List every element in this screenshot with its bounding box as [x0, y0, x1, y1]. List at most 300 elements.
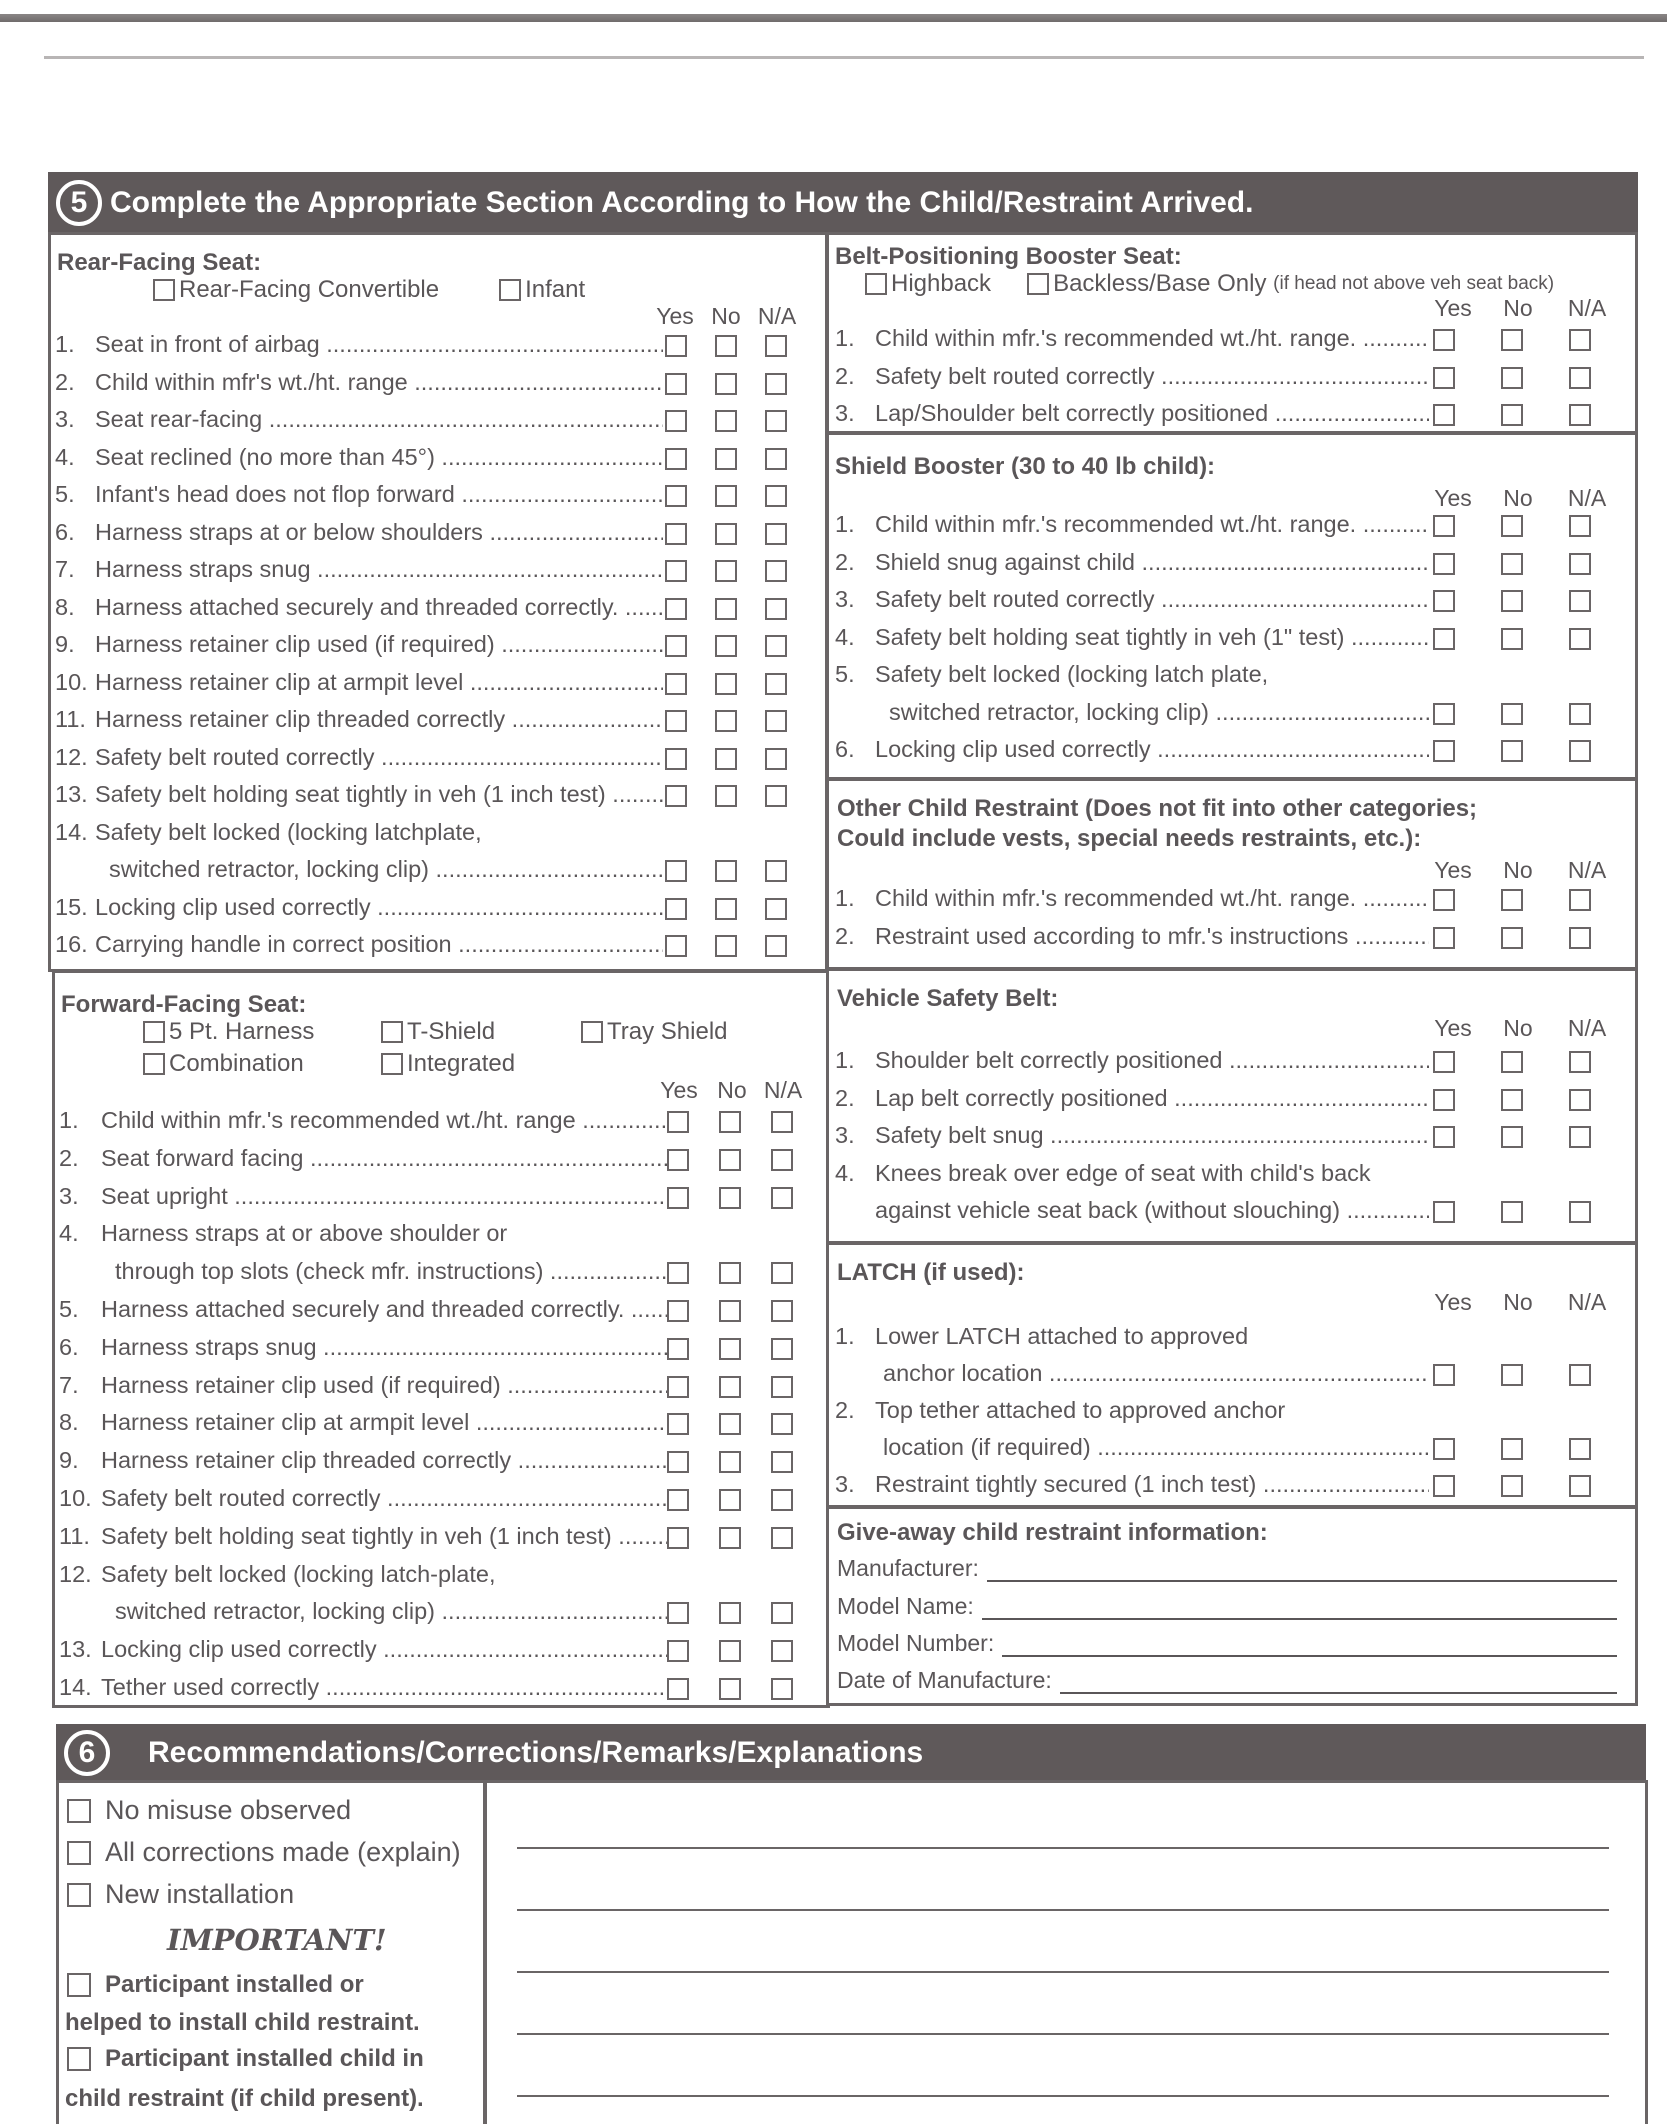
rear-facing-title: Rear-Facing Seat:	[57, 249, 262, 276]
na-checkbox[interactable]	[1569, 590, 1591, 612]
no-checkbox[interactable]	[1501, 927, 1523, 949]
no-checkbox[interactable]	[715, 523, 737, 545]
item-label: switched retractor, locking clip) .....	[109, 854, 663, 884]
item-label: Safety belt holding seat tightly in veh (1 inch test) .....	[101, 1521, 667, 1551]
yes-checkbox[interactable]	[1433, 1201, 1455, 1223]
no-checkbox[interactable]	[1501, 404, 1523, 426]
yes-checkbox[interactable]	[1433, 1051, 1455, 1073]
na-checkbox[interactable]	[1569, 1201, 1591, 1223]
section-number-badge: 6	[64, 1730, 110, 1776]
vehicle-safety-belt-section	[826, 968, 1638, 1244]
column-headers: Yes No N/A	[1434, 1015, 1607, 1041]
no-checkbox[interactable]	[1501, 553, 1523, 575]
item-label: Harness retainer clip threaded correctly .....	[95, 704, 663, 734]
item-label: Safety belt locked (locking latchplate,	[95, 818, 482, 845]
no-checkbox[interactable]	[715, 935, 737, 957]
no-checkbox[interactable]	[1501, 1089, 1523, 1111]
na-checkbox[interactable]	[1569, 515, 1591, 537]
yes-checkbox[interactable]	[1433, 329, 1455, 351]
item-number: 12.	[59, 1560, 92, 1587]
no-checkbox[interactable]	[1501, 1475, 1523, 1497]
na-checkbox[interactable]	[765, 448, 787, 470]
yes-no-na-checkboxes	[1433, 329, 1591, 351]
item-number: 11.	[55, 706, 86, 732]
no-checkbox[interactable]	[1501, 1201, 1523, 1223]
na-checkbox[interactable]	[771, 1527, 793, 1549]
na-checkbox[interactable]	[765, 785, 787, 807]
item-label: Child within mfr.'s recommended wt./ht. range. .....	[875, 323, 1429, 353]
other-restraint-subtitle: Could include vests, special needs restraints, etc.):	[837, 825, 1422, 852]
na-checkbox[interactable]	[771, 1602, 793, 1624]
yes-checkbox[interactable]	[665, 448, 687, 470]
na-checkbox[interactable]	[1569, 1364, 1591, 1386]
na-checkbox[interactable]	[765, 898, 787, 920]
yes-no-na-checkboxes	[1433, 628, 1591, 650]
item-label: Top tether attached to approved anchor	[875, 1397, 1286, 1423]
na-checkbox[interactable]	[1569, 1438, 1591, 1460]
item-label: Tether used correctly .....	[101, 1672, 667, 1702]
checklist-item-continued	[875, 1195, 1429, 1225]
item-label: Restraint tightly secured (1 inch test) .....	[875, 1469, 1429, 1499]
item-label: against vehicle seat back (without slouching) .....	[875, 1195, 1429, 1225]
yes-checkbox[interactable]	[1433, 628, 1455, 650]
checklist-item	[59, 1181, 667, 1211]
item-number: 15.	[55, 893, 88, 920]
scan-rule	[44, 56, 1644, 59]
no-checkbox[interactable]	[715, 898, 737, 920]
no-checkbox[interactable]	[715, 448, 737, 470]
integrated-option[interactable]: Integrated	[381, 1049, 515, 1079]
no-checkbox[interactable]	[715, 635, 737, 657]
yes-checkbox[interactable]	[665, 523, 687, 545]
no-checkbox[interactable]	[1501, 515, 1523, 537]
yes-no-na-checkboxes	[665, 560, 787, 582]
na-checkbox[interactable]	[1569, 740, 1591, 762]
column-headers: Yes No N/A	[1434, 1289, 1607, 1315]
yes-checkbox[interactable]	[667, 1451, 689, 1473]
yes-checkbox[interactable]	[665, 410, 687, 432]
yes-checkbox[interactable]	[665, 673, 687, 695]
na-checkbox[interactable]	[1569, 889, 1591, 911]
model-name-field[interactable]: Model Name:	[837, 1593, 1617, 1620]
item-label: location (if required) .....	[883, 1432, 1429, 1462]
no-checkbox[interactable]	[719, 1489, 741, 1511]
item-label: Lower LATCH attached to approved	[875, 1323, 1249, 1349]
manufacturer-field[interactable]: Manufacturer:	[837, 1555, 1617, 1582]
checklist-item	[55, 817, 482, 847]
checklist-item	[55, 592, 663, 622]
no-checkbox[interactable]	[715, 410, 737, 432]
no-checkbox[interactable]	[715, 560, 737, 582]
yes-checkbox[interactable]	[667, 1338, 689, 1360]
na-checkbox[interactable]	[765, 373, 787, 395]
item-label: Lap belt correctly positioned .....	[875, 1083, 1429, 1113]
na-checkbox[interactable]	[1569, 1126, 1591, 1148]
yes-checkbox[interactable]	[665, 898, 687, 920]
date-of-manufacture-field[interactable]: Date of Manufacture:	[837, 1667, 1617, 1694]
no-checkbox[interactable]	[1501, 367, 1523, 389]
yes-checkbox[interactable]	[665, 560, 687, 582]
na-checkbox[interactable]	[771, 1149, 793, 1171]
yes-checkbox[interactable]	[665, 748, 687, 770]
checklist-item	[59, 1445, 667, 1475]
checklist-item	[59, 1521, 667, 1551]
na-checkbox[interactable]	[771, 1413, 793, 1435]
item-number: 14.	[55, 818, 88, 845]
na-checkbox[interactable]	[771, 1300, 793, 1322]
item-number: 3.	[835, 1122, 855, 1148]
column-headers: Yes No N/A	[1434, 295, 1607, 321]
no-checkbox[interactable]	[1501, 590, 1523, 612]
na-checkbox[interactable]	[771, 1678, 793, 1700]
checklist-item	[59, 1105, 667, 1135]
yes-no-na-checkboxes	[667, 1678, 793, 1700]
yes-no-na-checkboxes	[667, 1149, 793, 1171]
t-shield-option[interactable]: T-Shield	[381, 1017, 571, 1047]
yes-checkbox[interactable]	[667, 1262, 689, 1284]
checklist-item	[59, 1370, 667, 1400]
backless-option[interactable]: Backless/Base Only (if head not above veh seat back)	[1027, 269, 1554, 299]
yes-checkbox[interactable]	[1433, 703, 1455, 725]
na-checkbox[interactable]	[1569, 553, 1591, 575]
checklist-item	[835, 509, 1429, 539]
na-checkbox[interactable]	[765, 710, 787, 732]
item-number: 3.	[55, 406, 75, 432]
na-checkbox[interactable]	[765, 598, 787, 620]
item-number: 1.	[835, 325, 855, 351]
5pt-harness-option[interactable]: 5 Pt. Harness	[143, 1017, 371, 1047]
no-checkbox[interactable]	[719, 1376, 741, 1398]
yes-checkbox[interactable]	[665, 935, 687, 957]
na-checkbox[interactable]	[765, 485, 787, 507]
no-checkbox[interactable]	[719, 1413, 741, 1435]
no-checkbox[interactable]	[715, 485, 737, 507]
yes-checkbox[interactable]	[665, 335, 687, 357]
item-label: Safety belt holding seat tightly in veh (1" test) .....	[875, 622, 1429, 652]
column-headers: Yes No N/A	[656, 303, 797, 329]
yes-no-na-checkboxes	[665, 710, 787, 732]
yes-checkbox[interactable]	[667, 1413, 689, 1435]
yes-checkbox[interactable]	[667, 1300, 689, 1322]
no-checkbox[interactable]	[719, 1602, 741, 1624]
item-number: 3.	[59, 1182, 79, 1209]
item-number: 1.	[835, 511, 855, 537]
no-checkbox[interactable]	[715, 860, 737, 882]
item-number: 3.	[835, 586, 855, 612]
yes-checkbox[interactable]	[667, 1149, 689, 1171]
na-checkbox[interactable]	[765, 748, 787, 770]
rear-facing-convertible-option[interactable]: Rear-Facing Convertible	[153, 275, 439, 305]
yes-checkbox[interactable]	[1433, 1089, 1455, 1111]
item-label: Locking clip used correctly .....	[875, 734, 1429, 764]
checkbox[interactable]	[499, 279, 521, 301]
item-label: Safety belt routed correctly .....	[875, 584, 1429, 614]
checklist-item	[59, 1143, 667, 1173]
yes-no-na-checkboxes	[1433, 927, 1591, 949]
giveaway-title: Give-away child restraint information:	[837, 1519, 1268, 1546]
latch-title: LATCH (if used):	[837, 1259, 1025, 1286]
scan-edge	[0, 14, 1667, 22]
yes-checkbox[interactable]	[667, 1187, 689, 1209]
no-checkbox[interactable]	[1501, 628, 1523, 650]
checklist-item	[55, 667, 663, 697]
yes-checkbox[interactable]	[1433, 927, 1455, 949]
forward-facing-title: Forward-Facing Seat:	[61, 991, 307, 1018]
yes-no-na-checkboxes	[1433, 1201, 1591, 1223]
na-checkbox[interactable]	[765, 635, 787, 657]
item-number: 4.	[59, 1220, 79, 1247]
item-label: Locking clip used correctly .....	[101, 1634, 667, 1664]
checklist-item	[55, 404, 663, 434]
yes-no-na-checkboxes	[1433, 590, 1591, 612]
na-checkbox[interactable]	[771, 1489, 793, 1511]
checklist-item	[835, 547, 1429, 577]
item-number: 14.	[59, 1674, 92, 1700]
item-label: Child within mfr.'s recommended wt./ht. range. .....	[875, 883, 1429, 913]
no-checkbox[interactable]	[719, 1300, 741, 1322]
no-checkbox[interactable]	[1501, 1051, 1523, 1073]
checklist-item	[55, 742, 663, 772]
yes-checkbox[interactable]	[1433, 1475, 1455, 1497]
yes-no-na-checkboxes	[665, 860, 787, 882]
section-6-header	[56, 1724, 1646, 1782]
checklist-item	[835, 734, 1429, 764]
yes-no-na-checkboxes	[665, 673, 787, 695]
na-checkbox[interactable]	[765, 523, 787, 545]
no-checkbox[interactable]	[1501, 1438, 1523, 1460]
item-number: 2.	[835, 548, 855, 575]
yes-checkbox[interactable]	[665, 785, 687, 807]
no-checkbox[interactable]	[715, 785, 737, 807]
yes-checkbox[interactable]	[665, 635, 687, 657]
yes-checkbox[interactable]	[667, 1602, 689, 1624]
no-checkbox[interactable]	[719, 1187, 741, 1209]
remark-line[interactable]	[517, 2033, 1609, 2035]
yes-no-na-checkboxes	[665, 635, 787, 657]
yes-checkbox[interactable]	[1433, 553, 1455, 575]
item-label: Infant's head does not flop forward .....	[95, 479, 663, 509]
no-checkbox[interactable]	[719, 1262, 741, 1284]
item-number: 6.	[835, 736, 855, 762]
checklist-item	[55, 779, 663, 809]
other-restraint-section	[826, 778, 1638, 970]
section-number-badge: 5	[56, 180, 102, 226]
na-checkbox[interactable]	[765, 860, 787, 882]
yes-no-na-checkboxes	[1433, 367, 1591, 389]
remark-line[interactable]	[517, 2095, 1609, 2097]
na-checkbox[interactable]	[1569, 367, 1591, 389]
infant-option[interactable]: Infant	[499, 275, 585, 305]
yes-checkbox[interactable]	[667, 1527, 689, 1549]
item-number: 1.	[55, 331, 75, 357]
item-number: 7.	[55, 556, 75, 582]
all-corrections-option[interactable]: All corrections made (explain)	[67, 1837, 461, 1868]
item-number: 7.	[59, 1371, 79, 1398]
no-checkbox[interactable]	[1501, 703, 1523, 725]
yes-checkbox[interactable]	[1433, 1364, 1455, 1386]
na-checkbox[interactable]	[765, 560, 787, 582]
yes-checkbox[interactable]	[667, 1111, 689, 1133]
remarks-area[interactable]	[484, 1780, 1648, 2124]
na-checkbox[interactable]	[771, 1338, 793, 1360]
na-checkbox[interactable]	[765, 335, 787, 357]
na-checkbox[interactable]	[771, 1640, 793, 1662]
forward-facing-section	[52, 970, 830, 1708]
na-checkbox[interactable]	[771, 1262, 793, 1284]
item-label: Harness attached securely and threaded correctly. .....	[95, 592, 663, 622]
remark-line[interactable]	[517, 1971, 1609, 1973]
yes-checkbox[interactable]	[1433, 1126, 1455, 1148]
no-checkbox[interactable]	[719, 1451, 741, 1473]
yes-checkbox[interactable]	[667, 1678, 689, 1700]
yes-no-na-checkboxes	[667, 1413, 793, 1435]
participant-installed-child-option[interactable]: Participant installed child in	[67, 2045, 424, 2073]
item-number: 10.	[59, 1485, 92, 1511]
yes-checkbox[interactable]	[1433, 740, 1455, 762]
item-label: Seat rear-facing .....	[95, 404, 663, 434]
item-label: Seat in front of airbag .....	[95, 329, 663, 359]
na-checkbox[interactable]	[1569, 703, 1591, 725]
no-checkbox[interactable]	[719, 1640, 741, 1662]
checklist-item	[59, 1559, 496, 1589]
yes-checkbox[interactable]	[665, 598, 687, 620]
item-label: Safety belt snug .....	[875, 1120, 1429, 1150]
item-label: Harness retainer clip threaded correctly .....	[101, 1445, 667, 1475]
item-label: Harness straps snug .....	[95, 554, 663, 584]
no-checkbox[interactable]	[715, 710, 737, 732]
yes-no-na-checkboxes	[665, 410, 787, 432]
no-checkbox[interactable]	[1501, 889, 1523, 911]
yes-checkbox[interactable]	[667, 1376, 689, 1398]
no-checkbox[interactable]	[715, 373, 737, 395]
yes-checkbox[interactable]	[1433, 367, 1455, 389]
model-number-field[interactable]: Model Number:	[837, 1630, 1617, 1657]
item-label: Lap/Shoulder belt correctly positioned .....	[875, 398, 1429, 428]
yes-checkbox[interactable]	[667, 1489, 689, 1511]
item-label: Harness attached securely and threaded correctly. .....	[101, 1294, 667, 1324]
column-headers: Yes No N/A	[1434, 857, 1607, 883]
remark-line[interactable]	[517, 1847, 1609, 1849]
checklist-item	[835, 584, 1429, 614]
yes-no-na-checkboxes	[1433, 703, 1591, 725]
item-number: 5.	[835, 661, 855, 687]
yes-no-na-checkboxes	[665, 523, 787, 545]
item-number: 2.	[835, 1084, 855, 1111]
item-number: 4.	[55, 443, 75, 470]
na-checkbox[interactable]	[1569, 1089, 1591, 1111]
no-misuse-option[interactable]: No misuse observed	[67, 1795, 351, 1826]
other-restraint-title: Other Child Restraint (Does not fit into other categories;	[837, 795, 1478, 822]
checklist-item	[59, 1672, 667, 1702]
item-label: Safety belt routed correctly .....	[101, 1483, 667, 1513]
item-label: Safety belt locked (locking latch-plate,	[101, 1560, 496, 1587]
tray-shield-option[interactable]: Tray Shield	[581, 1017, 728, 1047]
na-checkbox[interactable]	[765, 673, 787, 695]
vehicle-belt-title: Vehicle Safety Belt:	[837, 985, 1059, 1012]
new-installation-option[interactable]: New installation	[67, 1879, 294, 1910]
no-checkbox[interactable]	[719, 1527, 741, 1549]
remark-line[interactable]	[517, 1909, 1609, 1911]
no-checkbox[interactable]	[1501, 1126, 1523, 1148]
na-checkbox[interactable]	[1569, 404, 1591, 426]
checklist-item-continued	[883, 1432, 1429, 1462]
item-label: anchor location .....	[883, 1358, 1429, 1388]
yes-checkbox[interactable]	[1433, 590, 1455, 612]
yes-checkbox[interactable]	[1433, 889, 1455, 911]
yes-checkbox[interactable]	[665, 710, 687, 732]
na-checkbox[interactable]	[765, 935, 787, 957]
item-label: Shield snug against child .....	[875, 547, 1429, 577]
na-checkbox[interactable]	[771, 1187, 793, 1209]
checklist-item-continued	[115, 1256, 667, 1286]
checklist-item	[835, 622, 1429, 652]
yes-no-na-checkboxes	[1433, 1475, 1591, 1497]
yes-checkbox[interactable]	[1433, 515, 1455, 537]
highback-option[interactable]: Highback	[865, 269, 991, 299]
item-number: 2.	[55, 368, 75, 395]
na-checkbox[interactable]	[1569, 329, 1591, 351]
item-label: Harness retainer clip used (if required) .....	[95, 629, 663, 659]
yes-no-na-checkboxes	[1433, 889, 1591, 911]
no-checkbox[interactable]	[1501, 1364, 1523, 1386]
na-checkbox[interactable]	[1569, 1475, 1591, 1497]
no-checkbox[interactable]	[719, 1338, 741, 1360]
item-label: Carrying handle in correct position .....	[95, 929, 663, 959]
checklist-item	[55, 554, 663, 584]
na-checkbox[interactable]	[1569, 1051, 1591, 1073]
checklist-item	[55, 517, 663, 547]
participant-installed-option[interactable]: Participant installed or	[67, 1971, 364, 1999]
yes-checkbox[interactable]	[1433, 1438, 1455, 1460]
item-number: 1.	[835, 1323, 855, 1349]
no-checkbox[interactable]	[715, 748, 737, 770]
latch-section	[826, 1242, 1638, 1508]
yes-checkbox[interactable]	[1433, 404, 1455, 426]
no-checkbox[interactable]	[1501, 329, 1523, 351]
yes-checkbox[interactable]	[667, 1640, 689, 1662]
yes-no-na-checkboxes	[667, 1640, 793, 1662]
yes-no-na-checkboxes	[1433, 1051, 1591, 1073]
na-checkbox[interactable]	[771, 1451, 793, 1473]
yes-no-na-checkboxes	[1433, 1126, 1591, 1148]
no-checkbox[interactable]	[1501, 740, 1523, 762]
no-checkbox[interactable]	[719, 1678, 741, 1700]
yes-checkbox[interactable]	[665, 485, 687, 507]
na-checkbox[interactable]	[1569, 628, 1591, 650]
yes-checkbox[interactable]	[665, 373, 687, 395]
yes-no-na-checkboxes	[665, 448, 787, 470]
na-checkbox[interactable]	[1569, 927, 1591, 949]
na-checkbox[interactable]	[771, 1111, 793, 1133]
no-checkbox[interactable]	[719, 1111, 741, 1133]
na-checkbox[interactable]	[771, 1376, 793, 1398]
combination-option[interactable]: Combination	[143, 1049, 371, 1079]
item-label: Harness straps snug .....	[101, 1332, 667, 1362]
checklist-item	[835, 398, 1429, 428]
no-checkbox[interactable]	[715, 598, 737, 620]
item-number: 2.	[59, 1144, 79, 1171]
no-checkbox[interactable]	[715, 673, 737, 695]
yes-no-na-checkboxes	[1433, 404, 1591, 426]
yes-checkbox[interactable]	[665, 860, 687, 882]
na-checkbox[interactable]	[765, 410, 787, 432]
no-checkbox[interactable]	[719, 1149, 741, 1171]
no-checkbox[interactable]	[715, 335, 737, 357]
checklist-item	[55, 367, 663, 397]
item-label: Seat reclined (no more than 45°) .....	[95, 442, 663, 472]
yes-no-na-checkboxes	[665, 485, 787, 507]
checkbox[interactable]	[153, 279, 175, 301]
